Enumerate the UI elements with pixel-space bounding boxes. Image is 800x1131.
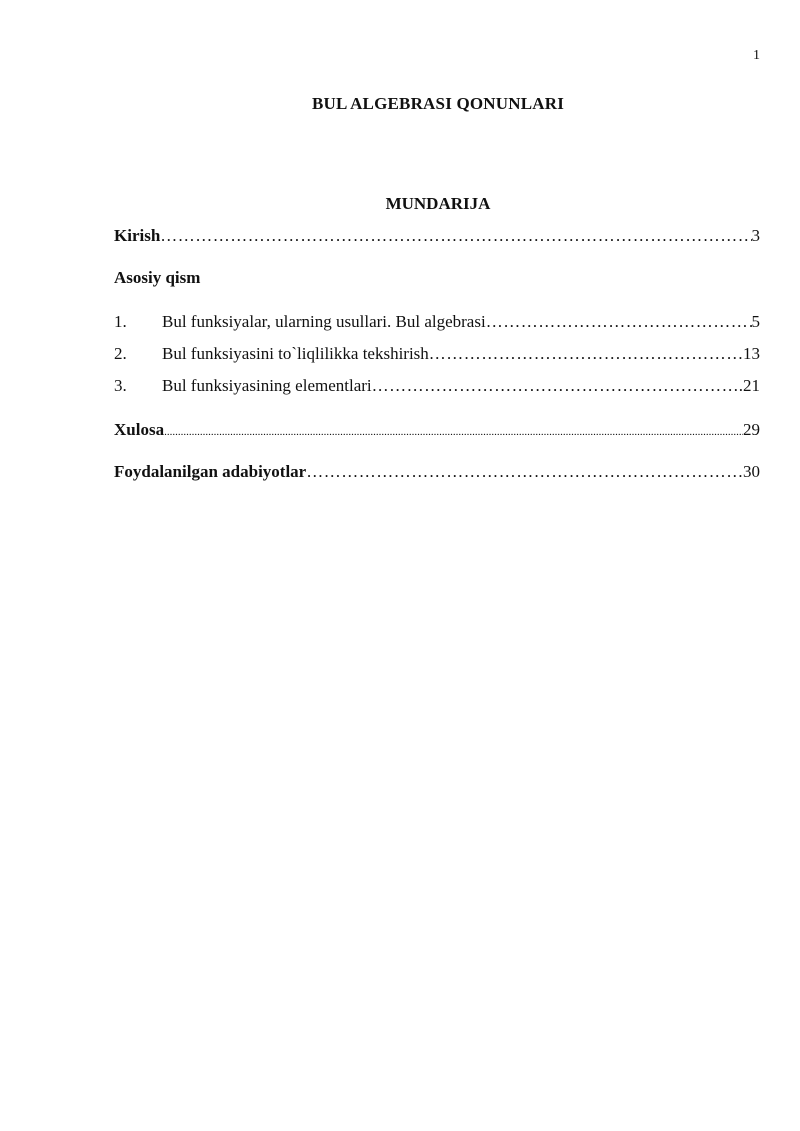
dot-leader <box>164 420 743 440</box>
dot-leader <box>306 462 743 482</box>
page-number: 1 <box>753 48 760 63</box>
toc-entry-page: 5 <box>751 312 760 331</box>
toc-entry-3 <box>114 376 760 398</box>
toc-entry-label: Foydalanilgan adabiyotlar <box>114 462 307 481</box>
toc-entry-label: Bul funksiyasini to`liqlilikka tekshirish <box>162 344 429 363</box>
toc-heading: MUNDARIJA <box>385 194 491 213</box>
toc-entry-number: 1. <box>114 312 127 331</box>
toc-entry-number: 3. <box>114 376 127 395</box>
toc-entry-page: 29 <box>743 420 760 439</box>
toc-entry-number: 2. <box>114 344 127 363</box>
dot-leader <box>429 344 743 364</box>
toc-entry-page: 13 <box>743 344 760 363</box>
toc-entry-2 <box>114 344 760 366</box>
dot-leader <box>486 312 752 332</box>
toc-entry-intro <box>114 226 760 248</box>
toc-entry-page: .21 <box>738 376 760 395</box>
toc-entry-1 <box>114 312 760 334</box>
dot-leader <box>160 226 751 246</box>
toc-entry-page: 3 <box>751 226 760 245</box>
document-title: BUL ALGEBRASI QONUNLARI <box>311 94 565 113</box>
toc-entry-label: Kirish <box>114 226 161 245</box>
toc-entry-references <box>114 462 760 484</box>
toc-entry-label: Bul funksiyasining elementlari <box>162 376 372 395</box>
toc-entry-label: Xulosa <box>114 420 165 439</box>
toc-entry-conclusion <box>114 420 760 442</box>
toc-section-main-part: Asosiy qism <box>114 268 201 287</box>
dot-leader <box>372 376 739 396</box>
toc-entry-page: 30 <box>743 462 760 481</box>
toc-entry-label: Bul funksiyalar, ularning usullari. Bul algebrasi <box>162 312 486 331</box>
table-of-contents <box>114 226 760 484</box>
